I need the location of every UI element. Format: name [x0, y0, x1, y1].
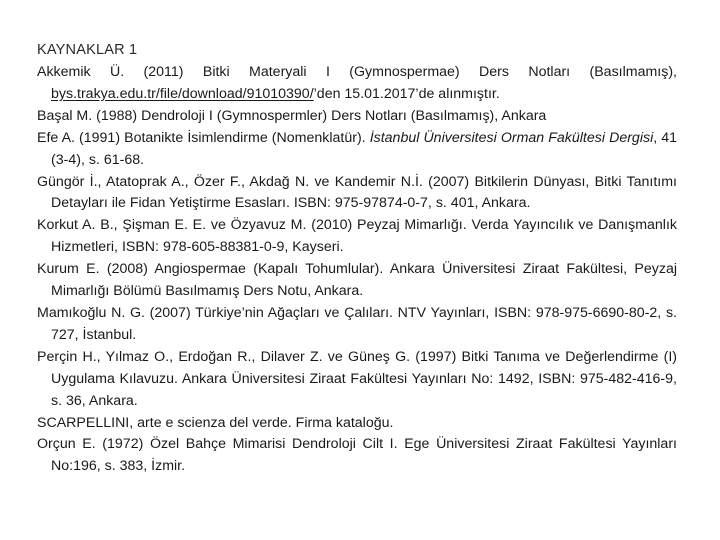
reference-percin: Perçin H., Yılmaz O., Erdoğan R., Dilaver Z. ve Güneş G. (1997) Bitki Tanıma ve Değerlendirme (I) Uygulama Kılavuzu. Ankara Üniversitesi Ziraat Fakültesi Yayınları No: 1492, ISBN: 975-482-416-9, s. 36, Ankara.	[37, 348, 677, 409]
reference-korkut: Korkut A. B., Şişman E. E. ve Özyavuz M. (2010) Peyzaj Mimarlığı. Verda Yayıncılık ve Danışmanlık Hizmetleri, ISBN: 978-605-88381-0-9, Kayseri.	[37, 217, 677, 256]
reference-mamikoglu: Mamıkoğlu N. G. (2007) Türkiye’nin Ağaçları ve Çalıları. NTV Yayınları, ISBN: 978-975-6690-80-2, s. 727, İstanbul.	[37, 304, 677, 343]
reference-akkemik-url[interactable]: bys.trakya.edu.tr/file/download/91010390/	[51, 85, 314, 102]
reference-akkemik	[37, 62, 677, 106]
reference-akkemik-text: Akkemik Ü. (2011) Bitki Materyali I (Gymnospermae) Ders Notları (Basılmamış),	[37, 64, 677, 80]
reference-basal: Başal M. (1988) Dendroloji I (Gymnospermler) Ders Notları (Basılmamış), Ankara	[37, 107, 547, 124]
reference-efe-text: Efe A. (1991) Botanikte İsimlendirme (Nomenklatür).	[37, 129, 370, 146]
reference-efe-journal: İstanbul Üniversitesi Orman Fakültesi Dergisi	[369, 129, 654, 146]
reference-efe-pages: , 41 (3-4), s. 61-68.	[51, 129, 678, 168]
reference-kurum: Kurum E. (2008) Angiospermae (Kapalı Tohumlular). Ankara Üniversitesi Ziraat Fakültesi, Peyzaj Mimarlığı Bölümü Basılmamış Ders Notu, Ankara.	[37, 261, 677, 300]
references-page	[37, 40, 677, 478]
reference-orcun: Orçun E. (1972) Özel Bahçe Mimarisi Dendroloji Cilt I. Ege Üniversitesi Ziraat Fakültesi Yayınları No:196, s. 383, İzmir.	[37, 436, 677, 475]
section-heading: KAYNAKLAR 1	[37, 42, 138, 58]
reference-akkemik-date: ’den 15.01.2017’de alınmıştır.	[313, 85, 500, 102]
reference-efe	[37, 128, 677, 172]
reference-gungor: Güngör İ., Atatoprak A., Özer F., Akdağ N. ve Kandemir N.İ. (2007) Bitkilerin Dünyası, Bitki Tanıtımı Detayları ile Fidan Yetiştirme Esasları. ISBN: 975-97874-0-7, s. 401, Ankara.	[37, 173, 677, 212]
reference-scarpellini: SCARPELLINI, arte e scienza del verde. Firma kataloğu.	[37, 414, 394, 431]
